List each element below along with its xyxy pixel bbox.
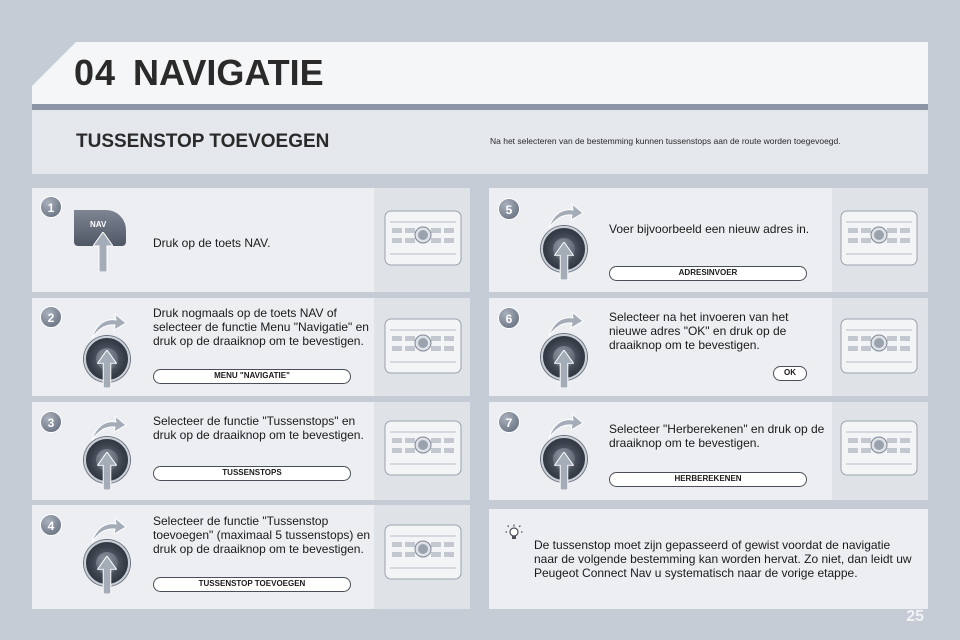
menu-label: TUSSENSTOP TOEVOEGEN — [153, 577, 351, 592]
radio-unit-icon — [840, 210, 918, 266]
press-arrow-icon — [93, 232, 113, 272]
step-text-1: Druk op de toets NAV. — [153, 236, 271, 250]
step-text-3: Selecteer de functie "Tussenstops" en druk op de draaiknop om te bevestigen. — [153, 414, 364, 442]
chapter-number: 04 — [74, 52, 117, 93]
radio-unit-icon — [384, 318, 462, 374]
press-arrow-icon — [554, 242, 574, 280]
nav-button-illustration: NAV — [74, 210, 126, 246]
radio-unit-icon — [384, 210, 462, 266]
radio-unit-icon — [840, 318, 918, 374]
menu-label: HERBEREKENEN — [609, 472, 807, 487]
header-corner-cut — [32, 42, 76, 86]
step-text-6: Selecteer na het invoeren van het nieuwe adres "OK" en druk op de draaiknop om te bevestigen. — [609, 310, 789, 352]
radio-unit-icon — [384, 524, 462, 580]
step-badge-1: 1 — [40, 196, 62, 218]
section-title: TUSSENSTOP TOEVOEGEN — [76, 131, 330, 152]
chapter-title: NAVIGATIE — [133, 52, 324, 93]
menu-label: ADRESINVOER — [609, 266, 807, 281]
ok-label: OK — [773, 366, 807, 381]
step-text-2: Druk nogmaals op de toets NAV of selecteer de functie Menu "Navigatie" en druk op de draaiknop om te bevestigen. — [153, 306, 369, 348]
press-arrow-icon — [554, 452, 574, 490]
step-text-5: Voer bijvoorbeeld een nieuw adres in. — [609, 222, 810, 236]
step-badge-4: 4 — [40, 514, 62, 536]
press-arrow-icon — [554, 350, 574, 388]
menu-label: MENU "NAVIGATIE" — [153, 369, 351, 384]
lightbulb-icon — [505, 524, 523, 542]
step-text-4: Selecteer de functie "Tussenstop toevoegen" (maximaal 5 tussenstops) en druk op de draaiknop om te bevestigen. — [153, 514, 371, 556]
intro-text: Na het selecteren van de bestemming kunnen tussenstops aan de route worden toegevoegd. — [490, 136, 841, 146]
step-badge-5: 5 — [498, 198, 520, 220]
press-arrow-icon — [97, 350, 117, 388]
press-arrow-icon — [97, 556, 117, 594]
step-badge-2: 2 — [40, 306, 62, 328]
radio-unit-icon — [840, 420, 918, 476]
step-badge-7: 7 — [498, 411, 520, 433]
step-text-7: Selecteer "Herberekenen" en druk op de draaiknop om te bevestigen. — [609, 422, 825, 450]
press-arrow-icon — [97, 452, 117, 490]
page-number: 25 — [906, 608, 924, 625]
step-badge-3: 3 — [40, 411, 62, 433]
menu-label: TUSSENSTOPS — [153, 466, 351, 481]
tip-text: De tussenstop moet zijn gepasseerd of gewist voordat de navigatie naar de volgende bestemming kan worden hervat. Zo niet, dan leidt uw Peugeot Connect Nav u systematisch naar de vorige etappe. — [534, 538, 912, 580]
radio-unit-icon — [384, 420, 462, 476]
step-badge-6: 6 — [498, 307, 520, 329]
